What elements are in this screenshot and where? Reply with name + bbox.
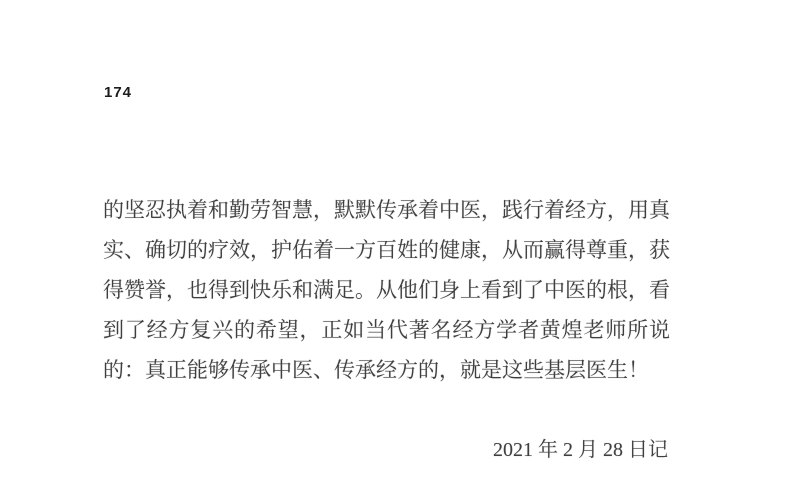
body-paragraph [103, 190, 670, 390]
date-signature: 2021 年 2 月 28 日记 [493, 439, 668, 461]
page-number: 174 [104, 84, 133, 101]
paragraph-line: 的：真正能够传承中医、传承经方的，就是这些基层医生！ [103, 358, 649, 382]
paragraph-line: 得赞誉，也得到快乐和满足。从他们身上看到了中医的根，看 [103, 278, 670, 302]
paragraph-line: 的坚忍执着和勤劳智慧，默默传承着中医，践行着经方，用真 [103, 198, 670, 222]
paragraph-line: 实、确切的疗效，护佑着一方百姓的健康，从而赢得尊重，获 [103, 238, 670, 262]
paragraph-line: 到了经方复兴的希望，正如当代著名经方学者黄煌老师所说 [103, 318, 670, 342]
